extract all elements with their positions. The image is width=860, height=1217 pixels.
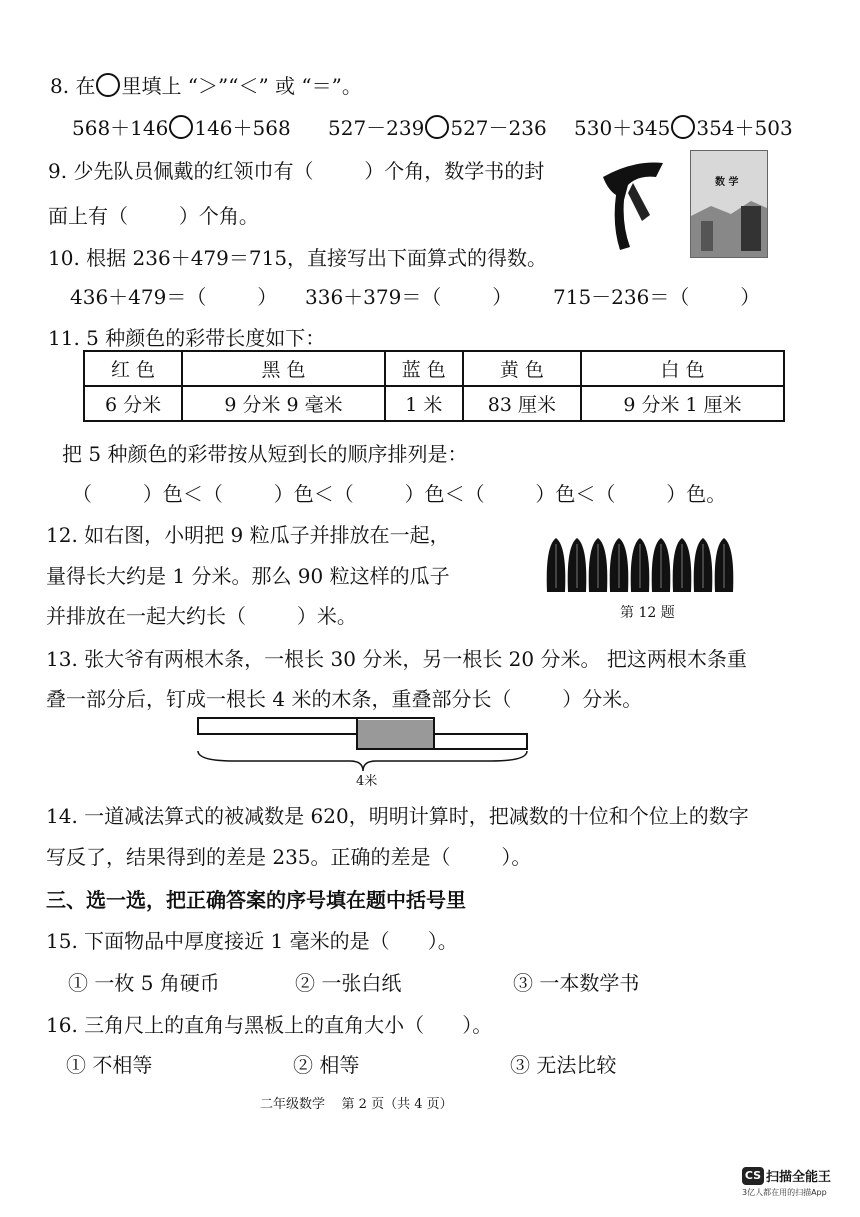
q13-line2: 叠一部分后，钉成一根长 4 米的木条，重叠部分长（ ）分米。 (46, 687, 643, 711)
ribbon-table (83, 350, 785, 422)
red-scarf-icon (598, 155, 668, 255)
q15-option-3[interactable]: ③ 一本数学书 (513, 971, 640, 995)
compare-circle[interactable] (169, 115, 193, 139)
book-scene-icon (691, 196, 767, 257)
q8-title: 8. 在 里填上 “＞”“＜” 或 “＝”。 (50, 74, 362, 98)
table-cell: 9 分米 1 厘米 (581, 386, 784, 421)
table-cell: 9 分米 9 毫米 (182, 386, 385, 421)
compare-circle[interactable] (671, 115, 695, 139)
q12-line2: 量得长大约是 1 分米。那么 90 粒这样的瓜子 (46, 564, 450, 588)
q15-option-2[interactable]: ② 一张白纸 (295, 971, 402, 995)
table-cell: 蓝 色 (385, 351, 463, 386)
q12-line3: 并排放在一起大约长（ ）米。 (46, 604, 357, 628)
table-cell: 黑 色 (182, 351, 385, 386)
table-cell: 红 色 (84, 351, 182, 386)
q10-item-1: 436＋479＝（ ） (70, 285, 278, 309)
table-cell: 白 色 (581, 351, 784, 386)
q12-caption: 第 12 题 (620, 605, 675, 621)
seeds-icon (545, 536, 745, 594)
table-cell: 黄 色 (463, 351, 581, 386)
q11-order: （ ）色＜（ ）色＜（ ）色＜（ ）色＜（ ）色。 (72, 482, 727, 506)
scanner-watermark (742, 1165, 832, 1197)
q12-line1: 12. 如右图，小明把 9 粒瓜子并排放在一起， (46, 523, 450, 547)
math-book-cover (690, 150, 768, 258)
q8-item-2: 527－239 527－236 (328, 116, 547, 140)
page-footer: 二年级数学 第 2 页（共 4 页） (260, 1097, 453, 1112)
q8-item-1: 568＋146 146＋568 (72, 116, 291, 140)
q10-item-2: 336＋379＝（ ） (305, 285, 513, 309)
table-cell: 83 厘米 (463, 386, 581, 421)
compare-circle[interactable] (425, 115, 449, 139)
section-title: 三、选一选，把正确答案的序号填在题中括号里 (46, 888, 466, 912)
q9-line2: 面上有（ ）个角。 (48, 204, 259, 228)
scanner-name: 扫描全能王 (766, 1170, 832, 1185)
q16-option-3[interactable]: ③ 无法比较 (510, 1053, 617, 1077)
diagram-label: 4米 (356, 774, 378, 789)
q16-line1: 16. 三角尺上的直角与黑板上的直角大小（ ）。 (46, 1013, 493, 1037)
q9-line1: 9. 少先队员佩戴的红领巾有（ ）个角，数学书的封 (48, 159, 545, 183)
q16-option-1[interactable]: ① 不相等 (66, 1053, 153, 1077)
q10-item-3: 715－236＝（ ） (553, 285, 761, 309)
q13-line1: 13. 张大爷有两根木条，一根长 30 分米，另一根长 20 分米。 把这两根木条重 (46, 647, 747, 671)
table-row (84, 386, 784, 421)
q15-option-1[interactable]: ① 一枚 5 角硬币 (68, 971, 220, 995)
table-header-row (84, 351, 784, 386)
q8-item-3: 530＋345 354＋503 (574, 116, 793, 140)
q15-line1: 15. 下面物品中厚度接近 1 毫米的是（ ）。 (46, 929, 458, 953)
circle-icon (96, 73, 120, 97)
scanner-tagline: 3亿人都在用的扫描App (742, 1188, 827, 1197)
table-cell: 1 米 (385, 386, 463, 421)
q11-instruction: 把 5 种颜色的彩带按从短到长的顺序排列是： (62, 442, 468, 466)
q10-line1: 10. 根据 236＋479＝715，直接写出下面算式的得数。 (48, 246, 548, 270)
cs-logo-icon: CS (742, 1167, 764, 1185)
q11-title: 11. 5 种颜色的彩带长度如下： (48, 326, 326, 350)
q14-line1: 14. 一道减法算式的被减数是 620，明明计算时，把减数的十位和个位上的数字 (46, 804, 749, 828)
book-title: 数 学 (715, 177, 739, 188)
q16-option-2[interactable]: ② 相等 (293, 1053, 360, 1077)
wood-overlap-diagram (195, 715, 530, 775)
table-cell: 6 分米 (84, 386, 182, 421)
q14-line2: 写反了，结果得到的差是 235。正确的差是（ ）。 (46, 845, 532, 869)
